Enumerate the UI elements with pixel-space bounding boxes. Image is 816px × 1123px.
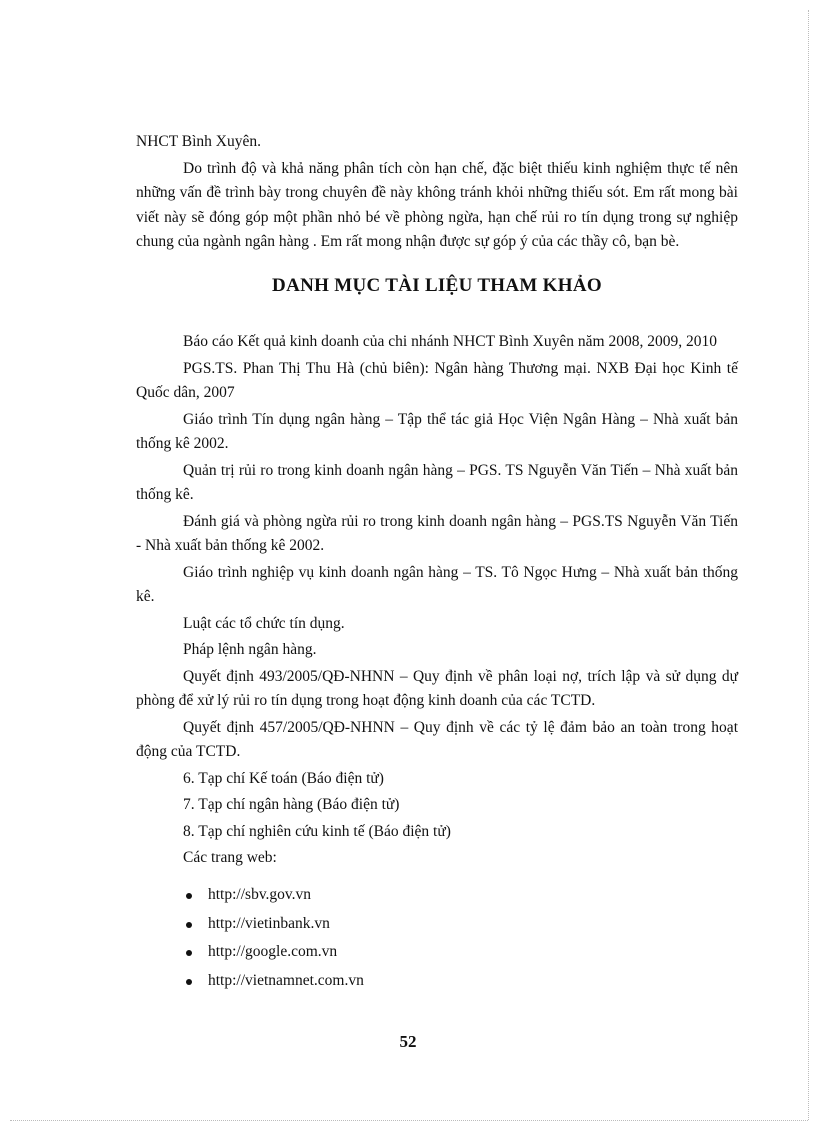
reference-item: Luật các tổ chức tín dụng. <box>183 614 345 632</box>
bullet-icon <box>186 979 192 985</box>
website-list <box>186 884 364 998</box>
reference-item: Quản trị rủi ro trong kinh doanh ngân hàng – PGS. TS Nguyễn Văn Tiến – Nhà xuất bản thống kê. <box>136 461 738 503</box>
list-item <box>186 941 364 970</box>
intro-block <box>136 130 738 255</box>
page-title: DANH MỤC TÀI LIỆU THAM KHẢO <box>272 275 602 296</box>
reference-item: Các trang web: <box>183 849 277 866</box>
list-item <box>186 884 364 913</box>
list-item <box>186 913 364 942</box>
reference-item: Pháp lệnh ngân hàng. <box>183 641 317 658</box>
bullet-icon <box>186 893 192 899</box>
website-link[interactable]: http://google.com.vn <box>208 943 338 960</box>
reference-list <box>136 330 738 873</box>
website-link[interactable]: http://vietnamnet.com.vn <box>208 971 364 989</box>
reference-item: PGS.TS. Phan Thị Thu Hà (chủ biên): Ngân hàng Thương mại. NXB Đại học Kinh tế Quốc dân, 2007 <box>136 359 738 401</box>
bullet-icon <box>186 922 192 928</box>
reference-item: Đánh giá và phòng ngừa rủi ro trong kinh doanh ngân hàng – PGS.TS Nguyễn Văn Tiến - Nhà xuất bản thống kê 2002. <box>136 512 738 554</box>
bullet-icon <box>186 950 192 956</box>
website-link[interactable]: http://sbv.gov.vn <box>208 886 312 903</box>
reference-item: 7. Tạp chí ngân hàng (Báo điện tử) <box>183 796 400 813</box>
page-edge-divider <box>10 1120 808 1121</box>
intro-continuation: NHCT Bình Xuyên. <box>136 133 262 150</box>
reference-item: Quyết định 457/2005/QĐ-NHNN – Quy định về các tỷ lệ đảm bảo an toàn trong hoạt động của TCTD. <box>136 718 738 760</box>
reference-item: Quyết định 493/2005/QĐ-NHNN – Quy định về phân loại nợ, trích lập và sử dụng dự phòng để xử lý rủi ro tín dụng trong hoạt động kinh doanh của các TCTD. <box>136 667 738 709</box>
page-number: 52 <box>399 1032 417 1051</box>
reference-item: 8. Tạp chí nghiên cứu kinh tế (Báo điện tử) <box>183 822 451 840</box>
website-link[interactable]: http://vietinbank.vn <box>208 914 330 932</box>
page-edge-divider <box>808 10 809 1120</box>
reference-item: Giáo trình Tín dụng ngân hàng – Tập thể tác giả Học Viện Ngân Hàng – Nhà xuất bản thống kê 2002. <box>136 410 738 452</box>
reference-item: Báo cáo Kết quả kinh doanh của chi nhánh NHCT Bình Xuyên năm 2008, 2009, 2010 <box>183 333 717 350</box>
intro-paragraph: Do trình độ và khả năng phân tích còn hạn chế, đặc biệt thiếu kinh nghiệm thực tế nên những vấn đề trình bày trong chuyên đề này không tránh khỏi những thiếu sót. Em rất mong bài viết này sẽ đóng góp một phần nhỏ bé về phòng ngừa, hạn chế rủi ro tín dụng trong sự nghiệp chung của ngành ngân hàng . Em rất mong nhận được sự góp ý của các thầy cô, bạn bè. <box>136 159 738 250</box>
reference-item: Giáo trình nghiệp vụ kinh doanh ngân hàng – TS. Tô Ngọc Hưng – Nhà xuất bản thống kê. <box>136 563 738 605</box>
reference-item: 6. Tạp chí Kế toán (Báo điện tử) <box>183 769 384 787</box>
list-item <box>186 970 364 999</box>
